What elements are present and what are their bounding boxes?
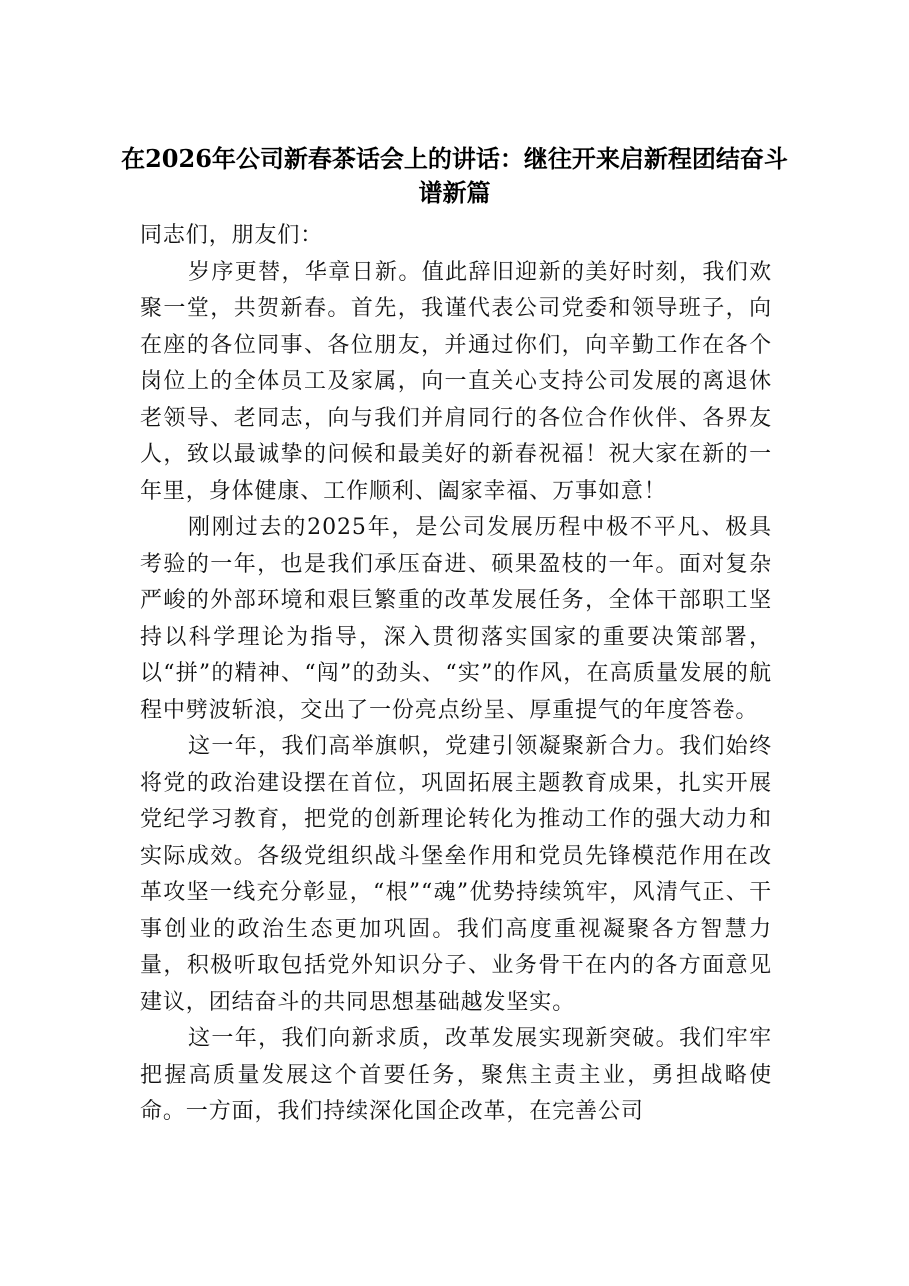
paragraph-reform-development: 这一年，我们向新求质，改革发展实现新突破。我们牢牢把握高质量发展这个首要任务，聚焦主责主业，勇担战略使命。一方面，我们持续深化国企改革，在完善公司 xyxy=(140,1026,772,1124)
salutation: 同志们，朋友们： xyxy=(140,223,324,248)
paragraph-review-2025: 刚刚过去的2025年，是公司发展历程中极不平凡、极具考验的一年，也是我们承压奋进、硕果盈枝的一年。面对复杂严峻的外部环境和艰巨繁重的改革发展任务，全体干部职工坚持以科学理论为指导，深入贯彻落实国家的重要决策部署，以“拼”的精神、“闯”的劲头、“实”的作风，在高质量发展的航程中劈波斩浪，交出了一份亮点纷呈、厚重提气的年度答卷。 xyxy=(140,515,772,723)
document-title: 在2026年公司新春茶话会上的讲话：继往开来启新程团结奋斗谱新篇 xyxy=(121,144,788,207)
paragraph-party-building: 这一年，我们高举旗帜，党建引领凝聚新合力。我们始终将党的政治建设摆在首位，巩固拓展主题教育成果，扎实开展党纪学习教育，把党的创新理论转化为推动工作的强大动力和实际成效。各级党组织战斗堡垒作用和党员先锋模范作用在改革攻坚一线充分彰显，“根”“魂”优势持续筑牢，风清气正、干事创业的政治生态更加巩固。我们高度重视凝聚各方智慧力量，积极听取包括党外知识分子、业务骨干在内的各方面意见建议，团结奋斗的共同思想基础越发坚实。 xyxy=(140,734,772,1015)
paragraph-greeting: 岁序更替，华章日新。值此辞旧迎新的美好时刻，我们欢聚一堂，共贺新春。首先，我谨代表公司党委和领导班子，向在座的各位同事、各位朋友，并通过你们，向辛勤工作在各个岗位上的全体员工及家属，向一直关心支持公司发展的离退休老领导、老同志，向与我们并肩同行的各位合作伙伴、各界友人，致以最诚挚的问候和最美好的新春祝福！祝大家在新的一年里，身体健康、工作顺利、阖家幸福、万事如意！ xyxy=(140,259,772,504)
document-body xyxy=(140,218,772,1131)
